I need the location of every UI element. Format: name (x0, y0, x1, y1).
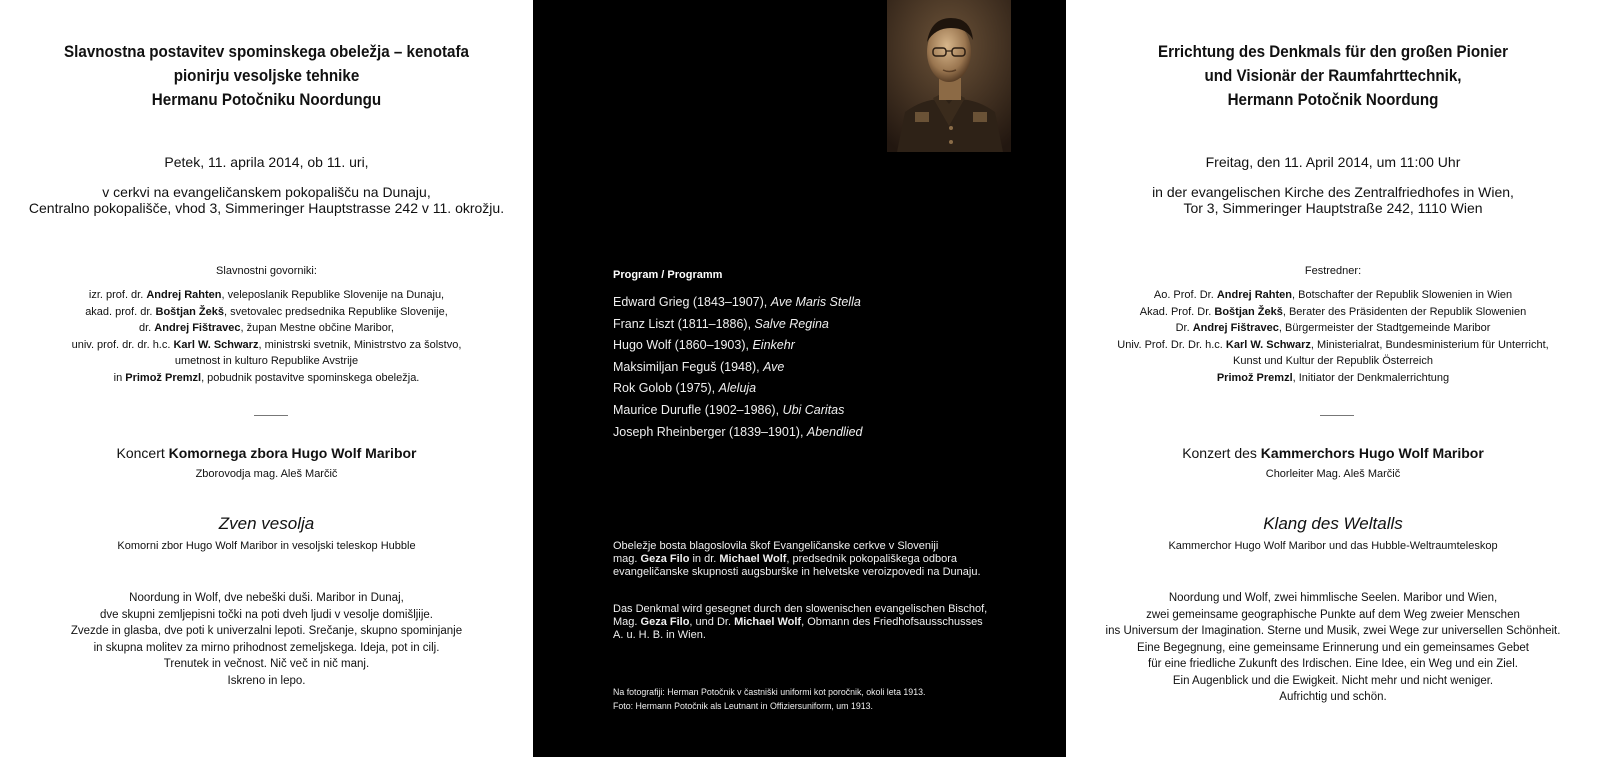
portrait-image (887, 0, 1011, 152)
speaker-line: in Primož Premzl, pobudnik postavitve spominskega obeležja. (113, 371, 420, 384)
speakers-list (0, 287, 533, 386)
conductor: Chorleiter Mag. Aleš Marčič (1265, 468, 1401, 480)
program-item: Franz Liszt (1811–1886), Salve Regina (613, 316, 829, 331)
speaker-line: univ. prof. dr. dr. h.c. Karl W. Schwarz, ministrski svetnik, Ministrstvo za šolstvo, (71, 338, 462, 351)
event-venue: v cerkvi na evangeličanskem pokopališču na Dunaju, Centralno pokopališče, vhod 3, Simmeringer Hauptstrasse 242 v 11. okrožju. (28, 184, 505, 216)
event-venue: in der evangelischen Kirche des Zentralfriedhofes in Wien, Tor 3, Simmeringer Hauptstraße 242, 1110 Wien (1152, 184, 1514, 216)
speakers-heading: Festredner: (1304, 265, 1362, 277)
speaker-line: Dr. Andrej Fištravec, Bürgermeister der Stadtgemeinde Maribor (1175, 322, 1491, 334)
poem: Noordung und Wolf, zwei himmlische Seelen. Maribor und Wien, zwei gemeinsame geographische Punkte auf dem Weg zweier Menschen ins Universum der Imagination. Sterne und Musik, zwei Wege zur universellen Schönheit. Eine Begegnung, eine gemeinsame Erinnerung und ein gemeinsames Gebet für eine friedliche Zukunft des Irdischen. Eine Idee, ein Weg und ein Ziel. Ein Augenblick und die Ewigkeit. Nicht mehr und nicht weniger. Aufrichtig und schön. (1105, 592, 1561, 703)
speaker-line: dr. Andrej Fištravec, župan Mestne občine Maribor, (139, 322, 394, 334)
blessing-slovenian: Obeležje bosta blagoslovila škof Evangeličanske cerkve v Sloveniji mag. Geza Filo in dr. Michael Wolf, predsednik pokopališkega odbora evangeličanske skupnosti augsburške in helvetske veroizpovedi na Dunaju. (613, 540, 981, 578)
speakers-heading: Slavnostni govorniki: (216, 265, 317, 277)
page-title: Slavnostna postavitev spominskega obeležja – kenotafa pionirju vesoljske tehnike Hermanu Potočniku Noordungu (64, 43, 469, 109)
work-title: Zven vesolja (218, 514, 315, 533)
photo-caption: Na fotografiji: Herman Potočnik v častniški uniformi kot poročnik, okoli leta 1913. Foto: Hermann Potočnik als Leutnant in Offiziersuniform, um 1913. (613, 687, 926, 711)
slovenian-panel (0, 0, 533, 757)
work-subtitle: Kammerchor Hugo Wolf Maribor und das Hubble-Weltraumteleskop (1168, 540, 1498, 552)
program-item: Hugo Wolf (1860–1903), Einkehr (613, 338, 795, 353)
divider (254, 415, 288, 416)
speaker-line: akad. prof. dr. Boštjan Žekš, svetovalec predsednika Republike Slovenije, (85, 305, 448, 318)
page-title: Errichtung des Denkmals für den großen Pionier und Visionär der Raumfahrttechnik, Hermann Potočnik Noordung (1157, 43, 1509, 109)
event-date: Freitag, den 11. April 2014, um 11:00 Uhr (1205, 154, 1461, 170)
speaker-line: izr. prof. dr. Andrej Rahten, veleposlanik Republike Slovenije na Dunaju, (88, 289, 445, 301)
speaker-line: Ao. Prof. Dr. Andrej Rahten, Botschafter der Republik Slowenien in Wien (1153, 289, 1513, 301)
portrait-photo (887, 0, 1011, 152)
german-panel (1066, 0, 1600, 757)
speakers-list (1066, 287, 1600, 386)
speaker-line: Kunst und Kultur der Republik Österreich (1233, 355, 1433, 367)
speaker-line: umetnost in kulturo Republike Avstrije (174, 355, 359, 367)
work-title: Klang des Weltalls (1263, 514, 1403, 533)
program-list (613, 292, 863, 443)
speaker-line: Akad. Prof. Dr. Boštjan Žekš, Berater des Präsidenten der Republik Slowenien (1139, 305, 1527, 318)
program-panel (533, 0, 1066, 757)
program-item: Edward Grieg (1843–1907), Ave Maris Stella (613, 295, 861, 309)
conductor: Zborovodja mag. Aleš Marčič (195, 468, 338, 480)
poem: Noordung in Wolf, dve nebeški duši. Maribor in Dunaj, dve skupni zemljepisni točki na poti dveh ljudi v vesolje domišljije. Zvezde in glasba, dve poti k univerzalni lepoti. Srečanje, skupno spominjanje in skupna molitev za mirno prihodnost zemeljskega. Ideja, pot in cilj. Trenutek in večnost. Nič več in nič manj. Iskreno in lepo. (70, 592, 463, 687)
event-date: Petek, 11. aprila 2014, ob 11. uri, (164, 154, 369, 170)
speaker-line: Primož Premzl, Initiator der Denkmalerrichtung (1216, 371, 1450, 384)
concert-line: Konzert des Kammerchors Hugo Wolf Maribor (1182, 445, 1484, 461)
work-subtitle: Komorni zbor Hugo Wolf Maribor in vesoljski teleskop Hubble (117, 540, 416, 552)
speaker-line: Univ. Prof. Dr. Dr. h.c. Karl W. Schwarz, Ministerialrat, Bundesministerium für Unterricht, (1117, 338, 1549, 351)
program-item: Maurice Durufle (1902–1986), Ubi Caritas (613, 402, 845, 417)
program-item: Maksimiljan Feguš (1948), Ave (613, 359, 785, 374)
program-heading: Program / Programm (613, 269, 723, 281)
blessing-german: Das Denkmal wird gesegnet durch den slowenischen evangelischen Bischof, Mag. Geza Filo, und Dr. Michael Wolf, Obmann des Friedhofsausschusses A. u. H. B. in Wien. (613, 603, 988, 641)
program-item: Rok Golob (1975), Aleluja (613, 381, 757, 396)
divider (1320, 415, 1354, 416)
program-item: Joseph Rheinberger (1839–1901), Abendlied (613, 424, 863, 439)
concert-line: Koncert Komornega zbora Hugo Wolf Maribor (116, 445, 417, 461)
